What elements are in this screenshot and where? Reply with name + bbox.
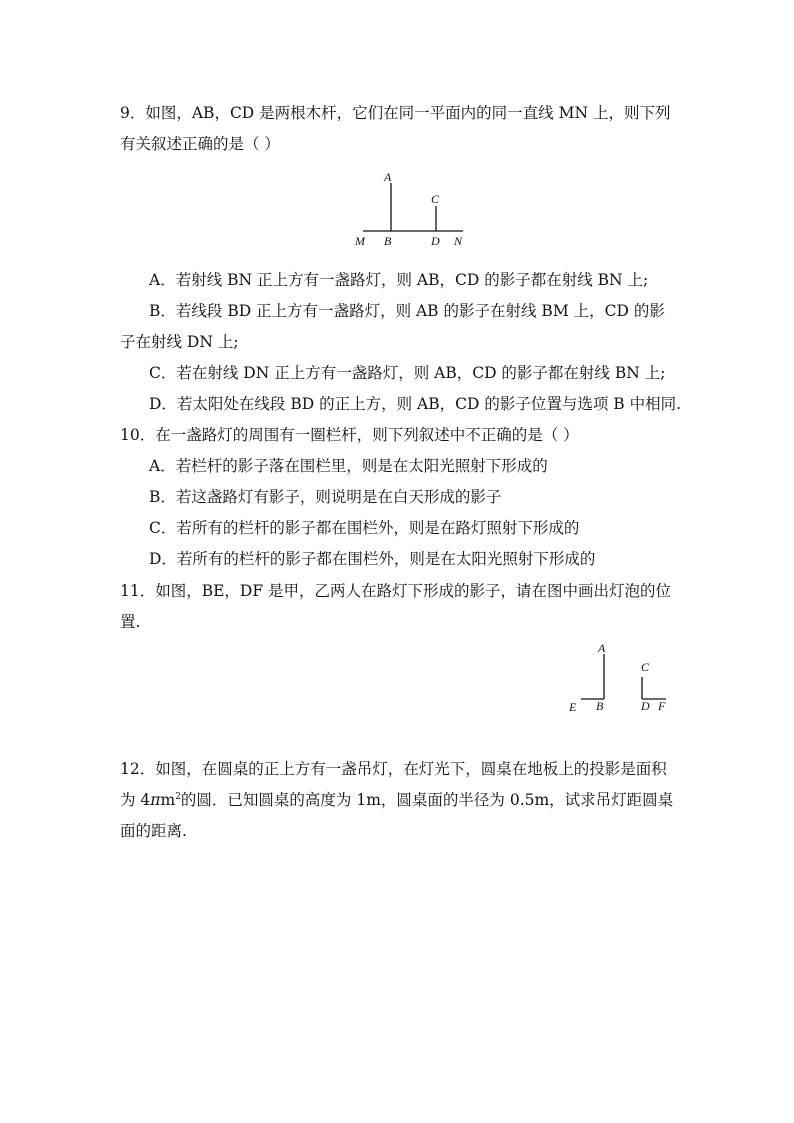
q9-option-a: A．若射线 BN 正上方有一盏路灯，则 AB，CD 的影子都在射线 BN 上; — [149, 271, 649, 289]
q9-figure — [350, 168, 480, 250]
q9-stem-line2: 有关叙述正确的是（ ） — [120, 135, 280, 153]
q9-stem-line1: 9．如图，AB，CD 是两根木杆，它们在同一平面内的同一直线 MN 上，则下列 — [120, 104, 671, 122]
q10-option-a: A．若栏杆的影子落在围栏里，则是在太阳光照射下形成的 — [149, 457, 548, 475]
label-m: M — [355, 234, 365, 248]
label-b: B — [596, 699, 604, 713]
q11-figure — [562, 640, 674, 716]
q12-stem-line1: 12．如图，在圆桌的正上方有一盏吊灯，在灯光下，圆桌在地板上的投影是面积 — [120, 760, 667, 778]
q9-option-b-line1: B．若线段 BD 正上方有一盏路灯，则 AB 的影子在射线 BM 上，CD 的影 — [149, 302, 665, 320]
q10-stem: 10．在一盏路灯的周围有一圈栏杆，则下列叙述中不正确的是（ ） — [120, 426, 579, 444]
q10-option-c: C．若所有的栏杆的影子都在围栏外，则是在路灯照射下形成的 — [149, 519, 580, 537]
label-f: F — [658, 699, 666, 713]
label-a: A — [384, 170, 392, 184]
pi-symbol: π — [150, 791, 161, 809]
q12-text-a: 为 4 — [120, 791, 151, 809]
q12-stem-line3: 面的距离. — [120, 822, 187, 840]
label-n: N — [454, 234, 463, 248]
q11-stem-line2: 置. — [120, 613, 141, 631]
label-b: B — [384, 234, 392, 248]
q12-stem-line2 — [120, 790, 673, 810]
label-d: D — [641, 699, 650, 713]
label-c: C — [431, 192, 440, 206]
q12-unit-m: m — [160, 791, 176, 809]
label-e: E — [569, 700, 577, 714]
q12-text-b: 的圆．已知圆桌的高度为 1m，圆桌面的半径为 0.5m，试求吊灯距圆桌 — [180, 791, 674, 809]
label-d: D — [431, 234, 440, 248]
q9-option-c: C．若在射线 DN 正上方有一盏路灯，则 AB，CD 的影子都在射线 BN 上; — [149, 364, 666, 382]
q9-option-d: D．若太阳处在线段 BD 的正上方，则 AB，CD 的影子位置与选项 B 中相同. — [149, 395, 681, 413]
q10-option-d: D．若所有的栏杆的影子都在围栏外，则是在太阳光照射下形成的 — [149, 550, 596, 568]
q9-option-b-line2: 子在射线 DN 上; — [120, 333, 239, 351]
label-a: A — [598, 641, 606, 655]
q11-stem-line1: 11．如图，BE，DF 是甲，乙两人在路灯下形成的影子，请在图中画出灯泡的位 — [120, 582, 672, 600]
label-c: C — [641, 660, 650, 674]
q10-option-b: B．若这盏路灯有影子，则说明是在白天形成的影子 — [149, 488, 502, 506]
q12-unit-sup: 2 — [175, 791, 181, 802]
